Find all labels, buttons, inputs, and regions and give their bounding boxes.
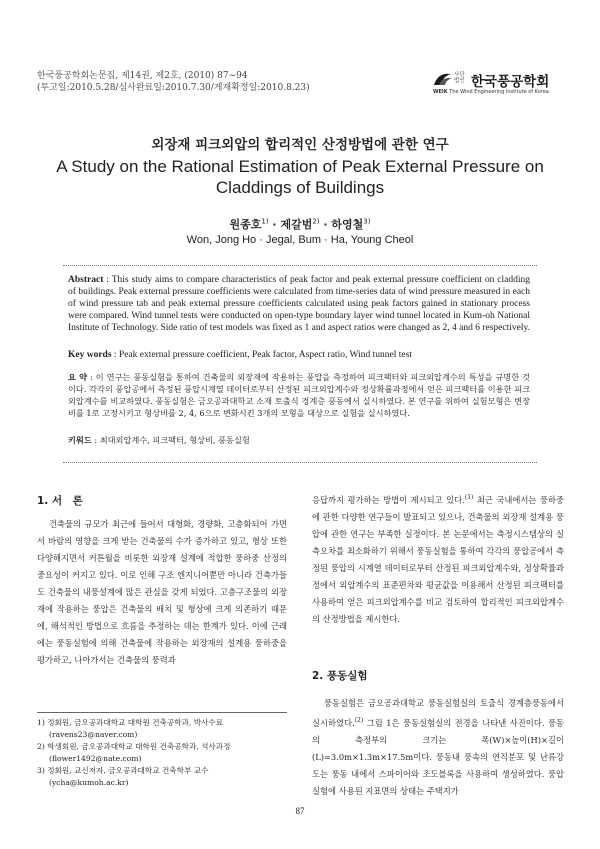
wind-tunnel-text-b: 그림 1은 풍동실험실의 전경을 나타낸 사진이다. 풍동의 측정부의 크기는 폭(W)×높이(H)×길이(L)=3.0m×1.3m×17.5m이다. 풍동내 풍속의 연직분포 및 난류강도는 풍동 내에서 스파이어와 조도블록을 사용하여 생성하였다. 풍압실험에 사용된 지표면의 상태는 주택지가 <box>312 717 564 796</box>
background-paragraph <box>312 489 564 628</box>
keywords-english <box>68 349 530 361</box>
author-name: 하영철 <box>331 218 364 231</box>
abstract-top-rule <box>63 265 537 266</box>
keywords-label: Key words <box>68 350 112 360</box>
author-name: 제갈범 <box>280 218 313 231</box>
footnote-item <box>37 717 287 741</box>
authors-english: Won, Jong Ho · Jegal, Bum · Ha, Young Cheol <box>186 234 414 246</box>
footnote-rule <box>37 712 287 713</box>
footnote-email: (ravens23@naver.com) <box>49 730 138 739</box>
journal-citation: 한국풍공학회논문집, 제14권, 제2호, (2010) 87~94 <box>37 71 248 81</box>
author-affiliation-mark: 2) <box>312 217 320 226</box>
summary-label: 요 약 <box>68 372 88 382</box>
footnotes <box>37 717 287 789</box>
footnote-email: (flower1492@nate.com) <box>49 754 142 763</box>
logo-emblem-icon <box>433 70 453 87</box>
abstract-bottom-rule <box>63 462 537 463</box>
footnote-item <box>37 765 287 789</box>
submission-dates: (투고일:2010.5.28/심사완료일:2010.7.30/게재확정일:2010.8.23) <box>37 83 310 93</box>
section-heading-introduction: 1. 서 론 <box>37 495 83 507</box>
author-affiliation-mark: 1) <box>261 217 269 226</box>
logo-english: The Wind Engineering Institute of Korea <box>449 89 549 95</box>
footnote-affiliation: 1) 정회원, 금오공과대학교 대학원 건축공학과, 박사수료 <box>37 718 224 727</box>
introduction-paragraph: 건축물의 규모가 최근에 들어서 대형화, 경량화, 고층화되어 가면서 바람의 영향을 크게 받는 건축물의 수가 증가하고 있고, 형상 또한 다양해지면서 커튼월을 비롯한 외장재 설계에 적합한 풍하중 산정의 중요성이 커지고 있다. 이로 인해 구조 엔지니어뿐만 아니라 건축가들도 건축물의 내풍설계에 많은 관심을 갖게 되었다. 고층구조물의 외장재에 작용하는 풍압은 건축물의 배치 및 형상에 크게 의존하기 때문에, 해석적인 방법으로 흐름을 추정하는 데는 한계가 있다. 이에 근래에는 풍동실험에 의해 건축물에 작용하는 외장재의 설계용 풍하중을 평가하고, 나아가서는 건축물의 풍력과 <box>37 519 287 665</box>
section-heading-wind-tunnel: 2. 풍동실험 <box>312 670 368 682</box>
title-korean: 외장재 피크외압의 합리적인 산정방법에 관한 연구 <box>151 137 449 153</box>
wind-tunnel-paragraph <box>312 695 564 800</box>
footnote-email: (ycha@kumoh.ac.kr) <box>49 778 129 787</box>
footnote-affiliation: 3) 정회원, 교신저자, 금오공과대학교 건축학부 교수 <box>37 766 209 775</box>
society-logo <box>433 70 573 96</box>
author-separator: · <box>323 218 328 231</box>
journal-info <box>37 70 310 94</box>
authors-korean <box>0 216 600 232</box>
abstract-label: Abstract <box>68 275 104 285</box>
keywords-text: : Peak external pressure coefficient, Peak factor, Aspect ratio, Wind tunnel test <box>113 350 412 360</box>
keywords-korean-text: : 최대외압계수, 피크팩터, 형상비, 풍동실험 <box>94 435 250 445</box>
author-affiliation-mark: 3) <box>363 217 371 226</box>
logo-subtitle <box>433 89 549 95</box>
abstract <box>68 274 530 334</box>
title-english: A Study on the Rational Estimation of Peak External Pressure on Claddings of Buildings <box>56 157 544 197</box>
keywords-korean <box>68 434 530 446</box>
wind-tunnel-text-a: 풍동실험은 금오공과대학교 풍동실험실의 토출식 경계층풍동에서 실시하였다. <box>312 698 564 728</box>
background-text-b: 최근 국내에서는 풍하중에 관한 다양한 연구들이 발표되고 있으나, 건축물의 외장재 설계용 풍압에 관한 연구는 부족한 실정이다. 본 논문에서는 측정시스템상의 실측오차를 최소화하기 위해서 풍동실험을 통하여 각각의 풍압공에서 측정된 풍압의 시계열 데이터로부터 산정된 피크외압계수와, 정상확률과정에서 외압계수의 표준편차와 평균값을 이용해서 산정된 피크팩터를 사용하여 얻은 피크외압계수를 비교 검토하여 합리적인 피크외압계수의 산정방법을 제시한다. <box>312 494 564 624</box>
logo-abbr: WEIK <box>433 89 448 95</box>
background-text-a: 응답까지 평가하는 방법이 제시되고 있다. <box>312 494 465 505</box>
abstract-text: : This study aims to compare characteristics of peak factor and peak external pressure coefficient on cladding of buildings. Peak external pressure coefficients were calculated from time-series data of wind pressure measured in each of wind pressure tab and peak external pressure coefficients calculated using peak factors gained in stationary process were compared. Wind tunnel tests were conducted on open-type boundary layer wind tunnel located in Kum-oh National Institute of Technology. Side ratio of test models was fixed as 1 and aspect ratios were changed as 2, 4 and 6 respectively. <box>68 275 531 333</box>
author-separator: · <box>272 218 277 231</box>
keywords-korean-label: 키워드 <box>68 435 92 445</box>
footnote-affiliation: 2) 학생회원, 금오공과대학교 대학원 건축공학과, 석사과정 <box>37 742 231 751</box>
citation-mark: (1) <box>464 494 474 501</box>
page-number: 87 <box>295 806 305 816</box>
citation-mark: (2) <box>354 717 364 724</box>
logo-name: 한국풍공학회 <box>471 74 550 90</box>
footnote-item <box>37 741 287 765</box>
summary-text: : 이 연구는 풍동실험을 통하여 건축물의 외장재에 작용하는 풍압을 측정하여 피크팩터와 피크외압계수의 특성을 규명한 것이다. 각각의 풍압공에서 측정된 풍압시계열 데이터로부터 산정된 피크외압계수와 정상확률과정에서 얻은 피크팩터를 이용한 피크외압계수를 비교하였다. 풍동실험은 금오공과대학교 소재 토출식 경계층 풍동에서 실시하였다. 본 연구를 위하여 실험모형은 변장비를 1로 고정시키고 형상비를 2, 4, 6으로 변화시킨 3개의 모형을 대상으로 실험을 실시하였다. <box>68 372 531 418</box>
logo-small-label: 사단 법인 <box>454 72 465 84</box>
author-name: 원종호 <box>229 218 262 231</box>
korean-summary <box>68 371 530 419</box>
